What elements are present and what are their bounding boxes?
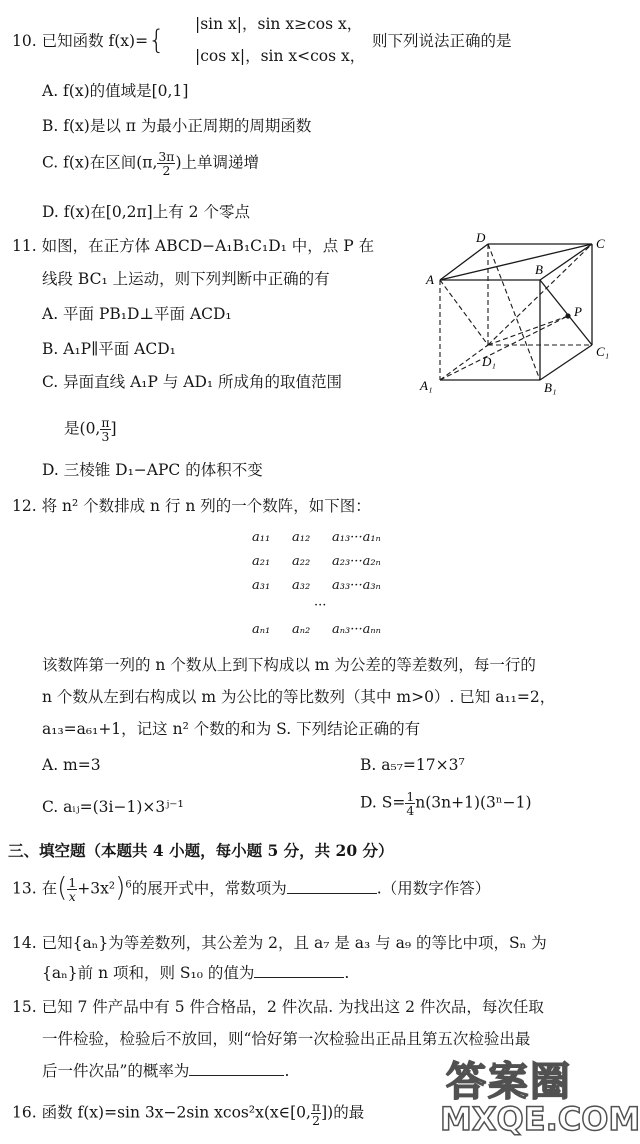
q12-stem: 12. 将 n² 个数排成 n 行 n 列的一个数阵，如下图： (12, 497, 371, 515)
vertex-d: D (476, 230, 486, 245)
q14-line1: 14. 已知{aₙ}为等差数列，其公差为 2，且 a₇ 是 a₃ 与 a₉ 的等比中项，Sₙ 为 (12, 934, 547, 952)
q11-option-c-line2: 是(0, $\frac{\pi}{3}$ ] (64, 415, 117, 445)
matrix-ellipsis: ··· (314, 598, 327, 613)
answer-blank[interactable] (189, 1074, 284, 1076)
fraction: $\frac{1}{x}$ (68, 875, 77, 905)
vertex-a: A (426, 272, 434, 287)
q10-case2: |cos x|，sin x<cos x， (195, 47, 366, 65)
q10-case1: |sin x|，sin x≥cos x， (195, 15, 363, 33)
q10-stem-prefix: 10. 已知函数 f(x)= (12, 31, 149, 50)
q13-line: 13. 在( $\frac{1}{x}$ +3x²)$^6$的展开式中，常数项为 .（用数字作答） (12, 873, 491, 905)
watermark-bottom-text: MXQE.COM (440, 1100, 640, 1138)
q11-option-d: D. 三棱锥 D₁−APC 的体积不变 (42, 461, 263, 479)
vertex-d1: D₁ (482, 354, 496, 369)
q11-option-c-line1: C. 异面直线 A₁P 与 AD₁ 所成角的取值范围 (42, 373, 343, 391)
q12-option-a: A. m=3 (42, 756, 101, 774)
q12-option-c: C. aᵢⱼ=(3i−1)×3ʲ⁻¹ (42, 798, 184, 816)
q16-line: 16. 函数 f(x)=sin 3x−2sin xcos²x(x∈[0, $\frac{\pi}{2}$ ])的最 (12, 1099, 365, 1129)
q12-paragraph-line2: n 个数从左到右构成以 m 为公比的等比数列（其中 m>0）. 已知 a₁₁=2， (42, 688, 556, 706)
fraction: $\frac{\pi}{3}$ (101, 415, 110, 445)
fraction: $\frac{3\pi}{2}$ (158, 149, 175, 179)
point-p: P (574, 304, 582, 319)
q15-line1: 15. 已知 7 件产品中有 5 件合格品，2 件次品. 为找出这 2 件次品，每次任取 (12, 998, 544, 1016)
q10-option-a: A. f(x)的值域是[0,1] (42, 82, 189, 100)
q14-line2: {aₙ}前 n 项和，则 S₁₀ 的值为 . (42, 964, 350, 982)
vertex-c1: C₁ (596, 344, 610, 359)
number-matrix: a₁₁ a₁₂ a₁₃···a₁ₙ a₂₁ a₂₂ a₂₃···a₂ₙ a₃₁ a₃₂ a₃₃···a₃ₙ ··· aₙ₁ aₙ₂ aₙ₃···aₙₙ (252, 530, 381, 637)
q12-paragraph-line3: a₁₃=a₆₁+1，记这 n² 个数的和为 S. 下列结论正确的有 (42, 720, 421, 738)
watermark-top-text: 答案圈 (446, 1059, 572, 1105)
answer-blank[interactable] (254, 976, 344, 978)
watermark-logo (436, 1050, 640, 1140)
q11-stem-line1: 11. 如图，在正方体 ABCD−A₁B₁C₁D₁ 中，点 P 在 (12, 237, 375, 255)
q10-option-c: C. f(x)在区间(π, $\frac{3\pi}{2}$ )上单调递增 (42, 149, 260, 179)
q15-line2: 一件检验，检验后不放回，则“恰好第一次检验出正品且第五次检验出最 (42, 1030, 531, 1048)
q11-option-a: A. 平面 PB₁D⊥平面 ACD₁ (42, 305, 232, 323)
q12-paragraph-line1: 该数阵第一列的 n 个数从上到下构成以 m 为公差的等差数列，每一行的 (42, 656, 536, 674)
q12-option-d: D. S= $\frac{1}{4}$ n(3n+1)(3ⁿ−1) (360, 789, 532, 819)
answer-blank[interactable] (287, 892, 377, 894)
q10-option-b: B. f(x)是以 π 为最小正周期的周期函数 (42, 117, 312, 135)
q10-stem (12, 26, 165, 56)
q10-option-d: D. f(x)在[0,2π]上有 2 个零点 (42, 203, 250, 221)
vertex-c: C (596, 236, 605, 251)
q10-stem-suffix: 则下列说法正确的是 (372, 32, 512, 50)
cube-figure (420, 230, 620, 400)
vertex-a1: A₁ (420, 378, 433, 393)
fraction: $\frac{1}{4}$ (406, 789, 415, 819)
vertex-b1: B₁ (544, 380, 557, 395)
q10-brace: { (148, 26, 165, 56)
q11-option-b: B. A₁P∥平面 ACD₁ (42, 340, 176, 358)
section-title: 三、填空题（本题共 4 小题，每小题 5 分，共 20 分） (8, 841, 394, 860)
q11-stem-line2: 线段 BC₁ 上运动，则下列判断中正确的有 (42, 270, 330, 288)
q12-option-b: B. a₅₇=17×3⁷ (360, 756, 465, 774)
fraction: $\frac{\pi}{2}$ (311, 1099, 321, 1129)
vertex-b: B (535, 262, 543, 277)
q15-line3: 后一件次品”的概率为 . (42, 1062, 290, 1080)
